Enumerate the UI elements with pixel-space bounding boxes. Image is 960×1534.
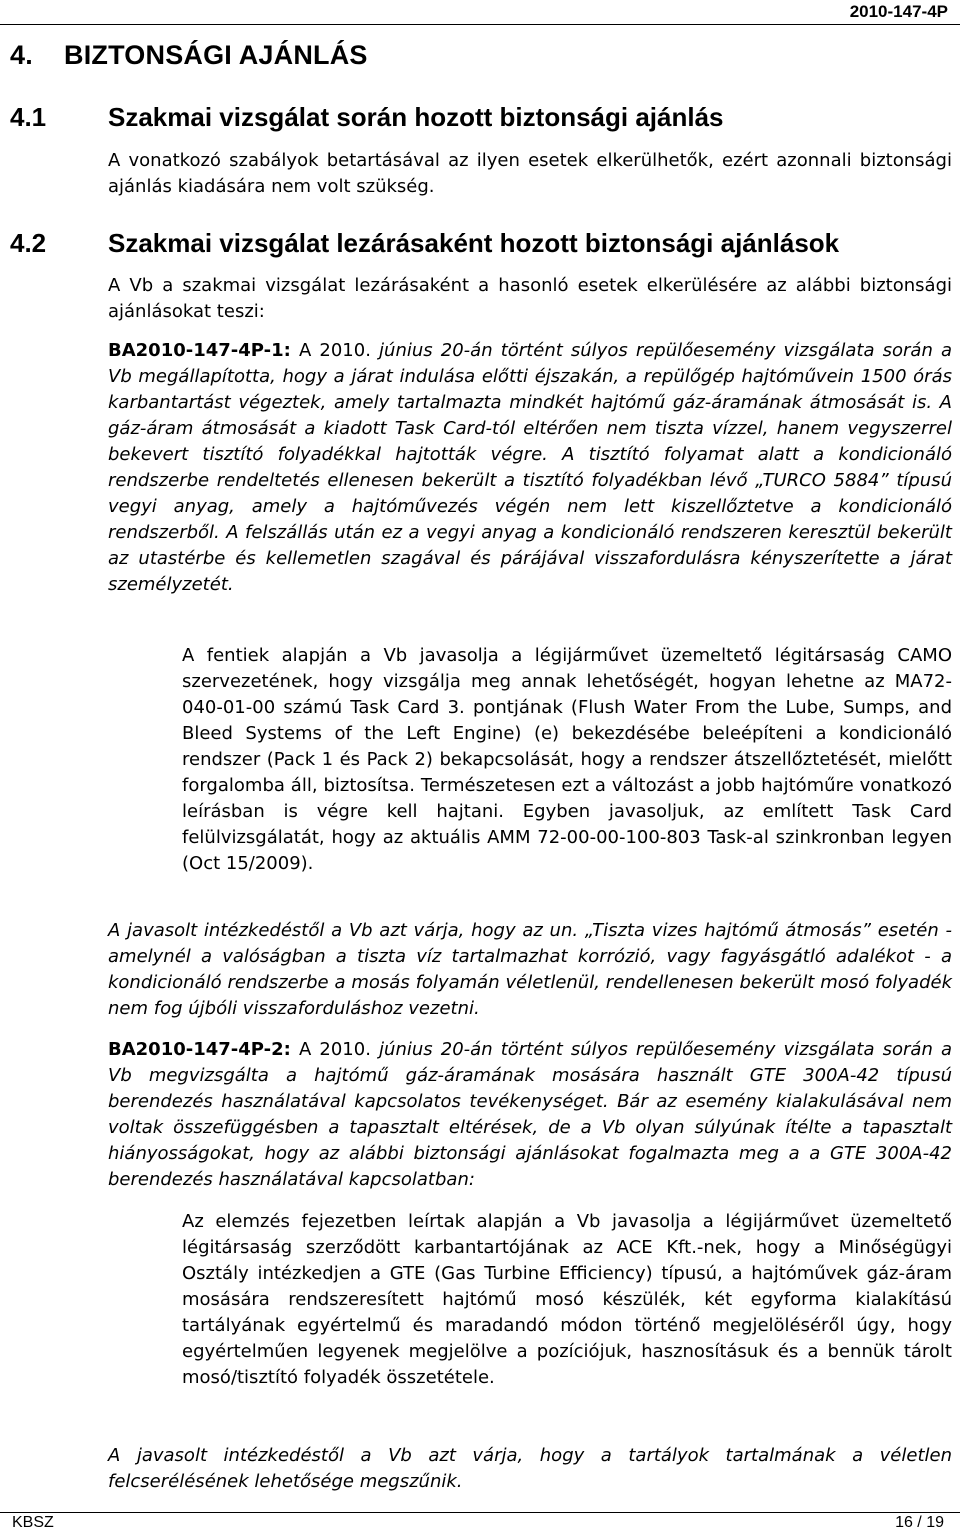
footer-organization: KBSZ	[12, 1514, 54, 1531]
subsection-heading-4-2	[10, 228, 839, 259]
recommendation-id: BA2010-147-4P-1:	[108, 340, 291, 361]
subsection-number: 4.1	[10, 102, 47, 132]
recommendation-finding-text: június 20-án történt súlyos repülőesemény vizsgálata során a Vb megállapította, hogy a járat indulása előtti éjszakán, a repülőgép hajtóművein 1500 órás karbantartást végeztek, amely tartalmazta mindkét hajtómű gáz-áramának átmosását is. A gáz-áram átmosását a kiadott Task Card-tól eltérően nem tiszta vízzel, hanem vegyszerrel bekevert tisztító folyadékkal hajtották végre. A tisztító folyamat alatt a kondicionáló rendszerbe rendeltetés ellenesen bekerült a tisztító folyadékban lévő „TURCO 5884” típusú vegyi anyag, amely a hajtóművezés végén nem lett kiszellőztetve a kondicionáló rendszerből. A felszállás után ez a vegyi anyag a kondicionáló rendszeren keresztül bekerült az utastérbe és kellemetlen szagával és párájával visszafordulásra kényszerítette a járat személyzetét.	[108, 340, 952, 595]
subsection-heading-4-1	[10, 102, 724, 133]
footer-rule	[0, 1512, 960, 1513]
paragraph-no-immediate-recommendation: A vonatkozó szabályok betartásával az ilyen esetek elkerülhetők, ezért azonnali biztonsági ajánlás kiadására nem volt szükség.	[108, 150, 952, 197]
subsection-title: Szakmai vizsgálat során hozott biztonsági ajánlás	[108, 102, 724, 132]
footer-page-number: 16 / 19	[895, 1514, 944, 1531]
recommendation-2-finding	[108, 1037, 952, 1193]
paragraph-intro: A Vb a szakmai vizsgálat lezárásaként a hasonló esetek elkerülésére az alábbi biztonsági ajánlásokat teszi:	[108, 275, 952, 322]
section-number: 4.	[10, 40, 33, 70]
recommendation-1-text: A fentiek alapján a Vb javasolja a légijárművet üzemeltető légitársaság CAMO szervezetének, hogy vizsgálja meg annak lehetőségét, hogyan lehetne az MA72-040-01-00 számú Task Card 3. pontjának (Flush Water From the Lube, Sumps, and Bleed Systems of the Left Engine) (e) bekezdésébe beleépíteni a kondicionáló rendszer (Pack 1 és Pack 2) bekapcsolását, hogy a rendszer átszellőztetését, mielőtt forgalomba áll, biztosítsa. Természetesen ezt a változást a jobb hajtóműre vonatkozó leírásban is végre kell hajtani. Egyben javasoljuk, az említett Task Card felülvizsgálatát, hogy az aktuális AMM 72-00-00-100-803 Task-al szinkronban legyen (Oct 15/2009).	[182, 645, 952, 874]
document-id: 2010-147-4P	[849, 2, 948, 21]
recommendation-1-finding	[108, 338, 952, 598]
recommendation-lead: A 2010.	[290, 340, 380, 361]
subsection-number: 4.2	[10, 228, 47, 258]
section-title: BIZTONSÁGI AJÁNLÁS	[64, 40, 368, 70]
recommendation-1-expected-outcome: A javasolt intézkedéstől a Vb azt várja, hogy az un. „Tiszta vizes hajtómű átmosás” esetén - amelynél a valóságban a tiszta víz tartalmazhat korrózió, vagy fagyásgátló adalékot - a kondicionáló rendszerbe a mosás folyamán véletlenül, rendellenesen bekerült mosó folyadék nem fog újbóli visszaforduláshoz vezetni.	[108, 920, 952, 1019]
header-rule	[0, 24, 960, 25]
subsection-title: Szakmai vizsgálat lezárásaként hozott biztonsági ajánlások	[108, 228, 840, 258]
recommendation-finding-text: június 20-án történt súlyos repülőesemény vizsgálata során a Vb megvizsgálta a hajtómű gáz-áramának mosására használt GTE 300A-42 típusú berendezés használatával kapcsolatos tevékenységet. Bár az esemény kialakulásával nem voltak összefüggésben a tapasztalt eltérések, de a Vb olyan súlyúnak ítélte a tapasztalt hiányosságokat, hogy az alábbi biztonsági ajánlásokat fogalmazta meg a a GTE 300A-42 berendezés használatával kapcsolatban:	[108, 1039, 952, 1190]
recommendation-2-text: Az elemzés fejezetben leírtak alapján a Vb javasolja a légijárművet üzemeltető légitársaság szerződött karbantartójának az ACE Kft.-nek, hogy a Minőségügyi Osztály intézkedjen a GTE (Gas Turbine Efficiency) típusú, a hajtóművek gáz-áram mosására rendszeresített hajtómű mosó készülék, két egyforma kialakítású tartályának egyértelmű és maradandó módon történő megjelöléséről úgy, hogy egyértelműen legyenek megjelölve a pozíciójuk, hasznosításuk és a bennük tárolt mosó/tisztító folyadék összetétele.	[182, 1211, 952, 1388]
recommendation-lead: A 2010.	[290, 1039, 380, 1060]
section-heading	[10, 40, 368, 71]
recommendation-id: BA2010-147-4P-2:	[108, 1039, 291, 1060]
recommendation-2-expected-outcome: A javasolt intézkedéstől a Vb azt várja, hogy a tartályok tartalmának a véletlen felcserélésének lehetősége megszűnik.	[108, 1445, 952, 1492]
